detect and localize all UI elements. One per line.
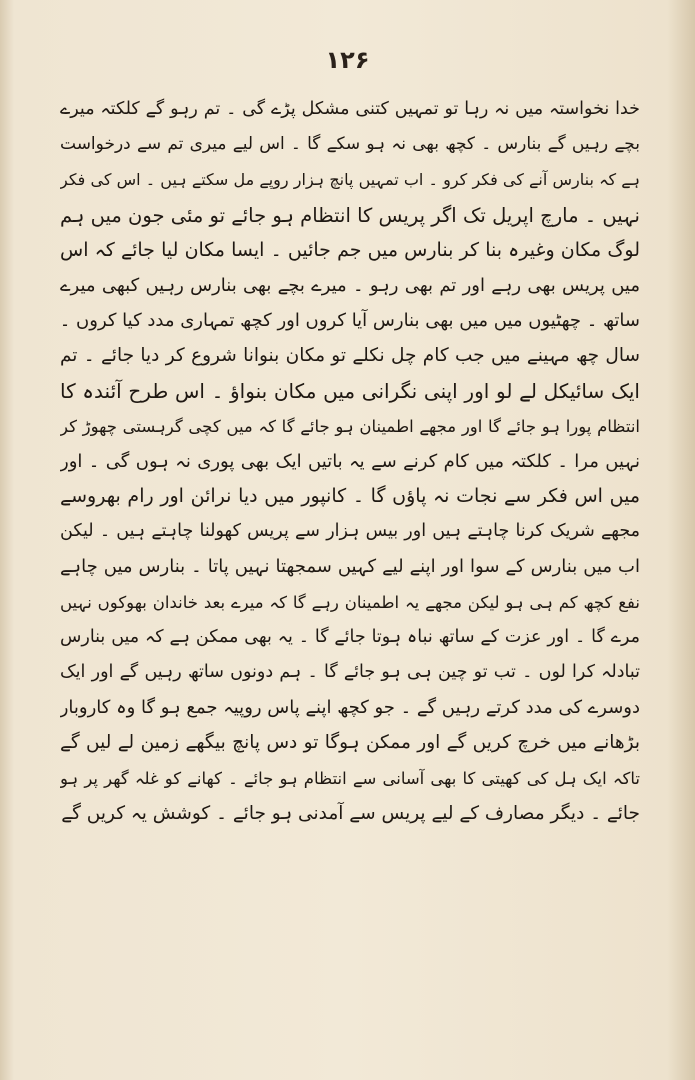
urdu-letter-text — [60, 92, 640, 831]
text-line: سال چھ مہینے میں جب کام چل نکلے تو مکان بنوانا شروع کر دیا جائے ۔ تم — [60, 345, 640, 367]
text-line: دوسرے کی مدد کرتے رہیں گے ۔ جو کچھ اپنے پاس روپیہ جمع ہو گا وہ کاروبار — [60, 697, 640, 719]
text-line: نہیں مرا ۔ کلکتہ میں کام کرنے سے یہ باتیں ایک بھی پوری نہ ہوں گی ۔ اور — [60, 450, 640, 472]
text-line: ہے کہ بنارس آنے کی فکر کرو ۔ اب تمہیں پانچ ہزار روپے مل سکتے ہیں ۔ اس کی فکر — [60, 170, 640, 190]
text-line: نفع کچھ کم ہی ہو لیکن مجھے یہ اطمینان رہے گا کہ میرے بعد خاندان بھوکوں نہیں — [60, 592, 640, 612]
text-line: خدا نخواستہ میں نہ رہا تو تمہیں کتنی مشکل پڑے گی ۔ تم رہو گے کلکتہ میرے — [60, 99, 640, 119]
page-number: ۱۲۶ — [325, 46, 370, 74]
text-line: مرے گا ۔ اور عزت کے ساتھ نباہ ہوتا جائے گا ۔ یہ بھی ممکن ہے کہ میں بنارس — [60, 626, 640, 647]
text-line: انتظام پورا ہو جائے گا اور مجھے اطمینان ہو جائے گا کہ میں کچی گرہستی چھوڑ کر — [60, 416, 640, 436]
text-line: اب میں بنارس کے سوا اور اپنے لیے کہیں سمجھتا نہیں پاتا ۔ بنارس میں چاہے — [60, 556, 640, 578]
text-line: ایک سائیکل لے لو اور اپنی نگرانی میں مکان بنواؤ ۔ اس طرح آئندہ کا — [60, 378, 640, 403]
text-line: میں اس فکر سے نجات نہ پاؤں گا ۔ کانپور میں دیا نرائن اور رام بھروسے — [60, 485, 640, 508]
text-line: لوگ مکان وغیرہ بنا کر بنارس میں جم جائیں ۔ ایسا مکان لیا جائے کہ اس — [60, 238, 640, 261]
text-line: تبادلہ کرا لوں ۔ تب تو چین ہی ہو جائے گا ۔ ہم دونوں ساتھ رہیں گے اور ایک — [60, 662, 640, 682]
text-line: بچے رہیں گے بنارس ۔ کچھ بھی نہ ہو سکے گا ۔ اس لیے میری تم سے درخواست — [60, 134, 640, 155]
text-line: نہیں ۔ مارچ اپریل تک اگر پریس کا انتظام ہو جائے تو مئی جون میں ہم — [60, 203, 640, 227]
text-line: مجھے شریک کرنا چاہتے ہیں اور بیس ہزار سے پریس کھولنا چاہتے ہیں ۔ لیکن — [60, 521, 640, 542]
text-line: تاکہ ایک ہل کی کھیتی کا بھی آسانی سے انتظام ہو جائے ۔ کھانے کو غلہ گھر پر ہو — [60, 768, 640, 788]
text-line: بڑھانے میں خرچ کریں گے اور ممکن ہوگا تو دس پانچ بیگھے زمین لے لیں گے — [60, 732, 640, 754]
text-line: جائے ۔ دیگر مصارف کے لیے پریس سے آمدنی ہو جائے ۔ کوشش یہ کریں گے — [61, 802, 640, 824]
text-line: میں پریس بھی رہے اور تم بھی رہو ۔ میرے بچے بھی بنارس رہیں کبھی میرے — [60, 274, 640, 296]
text-line: ساتھ ۔ چھٹیوں میں میں بھی بنارس آیا کروں اور کچھ تمہاری مدد کیا کروں ۔ — [60, 310, 640, 332]
